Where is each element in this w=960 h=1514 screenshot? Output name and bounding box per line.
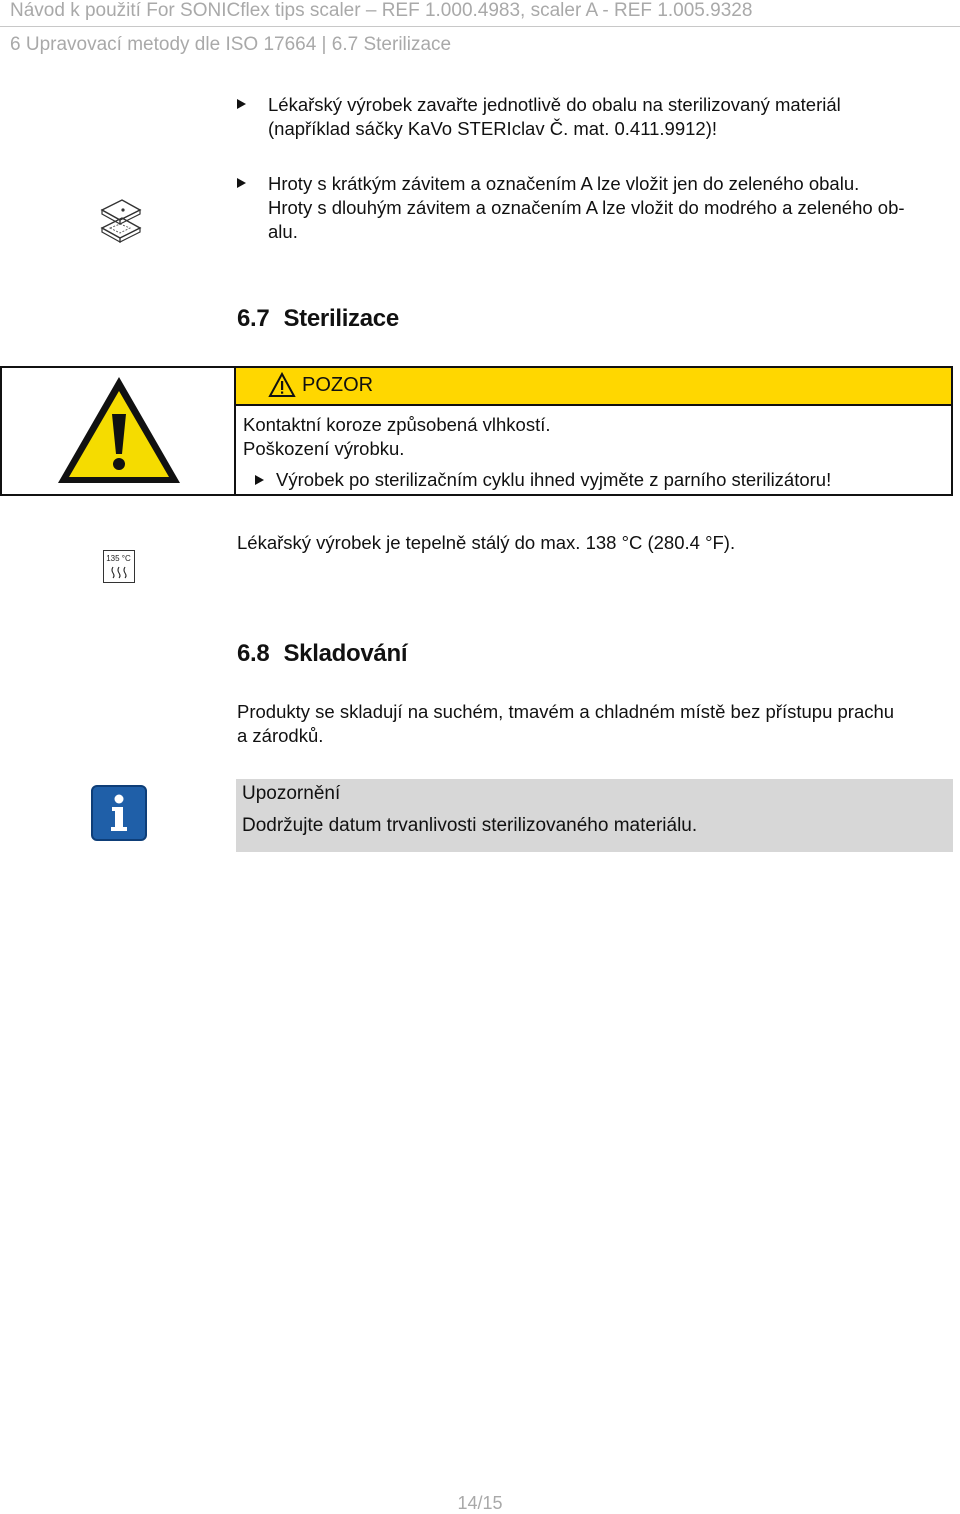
warning-action: Výrobek po sterilizačním cyklu ihned vyjměte z parního sterilizátoru! — [276, 469, 832, 490]
section-title: Sterilizace — [283, 305, 399, 332]
page-number: 14/15 — [457, 1493, 503, 1513]
tips-long-thread-text-cont: alu. — [268, 221, 298, 242]
packaging-instruction-line1: Lékařský výrobek zavařte jednotlivě do obalu na sterilizovaný materiál — [268, 94, 841, 115]
bullet-marker — [255, 475, 264, 485]
warning-signal-word: POZOR — [302, 374, 374, 396]
note-text: Dodržujte datum trvanlivosti sterilizovaného materiálu. — [242, 815, 698, 836]
storage-text-line1: Produkty se skladují na suchém, tmavém a chladném místě bez přístupu prachu — [237, 701, 895, 722]
section-title: Skladování — [283, 640, 408, 667]
section-heading-sterilization — [237, 305, 399, 333]
section-heading-storage — [237, 640, 407, 668]
small-warning-icon — [268, 372, 296, 398]
breadcrumb: 6 Upravovací metody dle ISO 17664 | 6.7 Sterilizace — [10, 34, 452, 55]
warning-heading: Kontaktní koroze způsobená vlhkostí. — [243, 414, 551, 435]
bullet-marker — [237, 99, 246, 109]
tips-short-thread-text: Hroty s krátkým závitem a označením A lze vložit jen do zeleného obalu. — [268, 173, 860, 194]
warning-consequence: Poškození výrobku. — [243, 438, 405, 459]
note-title: Upozornění — [242, 783, 341, 804]
storage-text-line2: a zárodků. — [237, 725, 324, 746]
section-number: 6.8 — [237, 640, 270, 667]
document-title: Návod k použití For SONICflex tips scaler – REF 1.000.4983, scaler A - REF 1.005.9328 — [10, 0, 753, 21]
info-icon — [91, 785, 147, 841]
section-number: 6.7 — [237, 305, 270, 332]
tips-long-thread-text: Hroty s dlouhým závitem a označením A lze vložit do modrého a zeleného ob- — [268, 197, 905, 218]
header-divider — [0, 26, 960, 27]
bullet-marker — [237, 178, 246, 188]
temperature-icon-label: 135 °C — [106, 554, 131, 563]
warning-triangle-icon — [55, 374, 183, 486]
temperature-statement: Lékařský výrobek je tepelně stálý do max. 138 °C (280.4 °F). — [237, 532, 736, 553]
sterile-pouch-icon — [100, 196, 142, 248]
heat-resistant-icon — [103, 550, 135, 583]
packaging-instruction-line2: (například sáčky KaVo STERIclav Č. mat. 0.411.9912)! — [268, 118, 718, 139]
